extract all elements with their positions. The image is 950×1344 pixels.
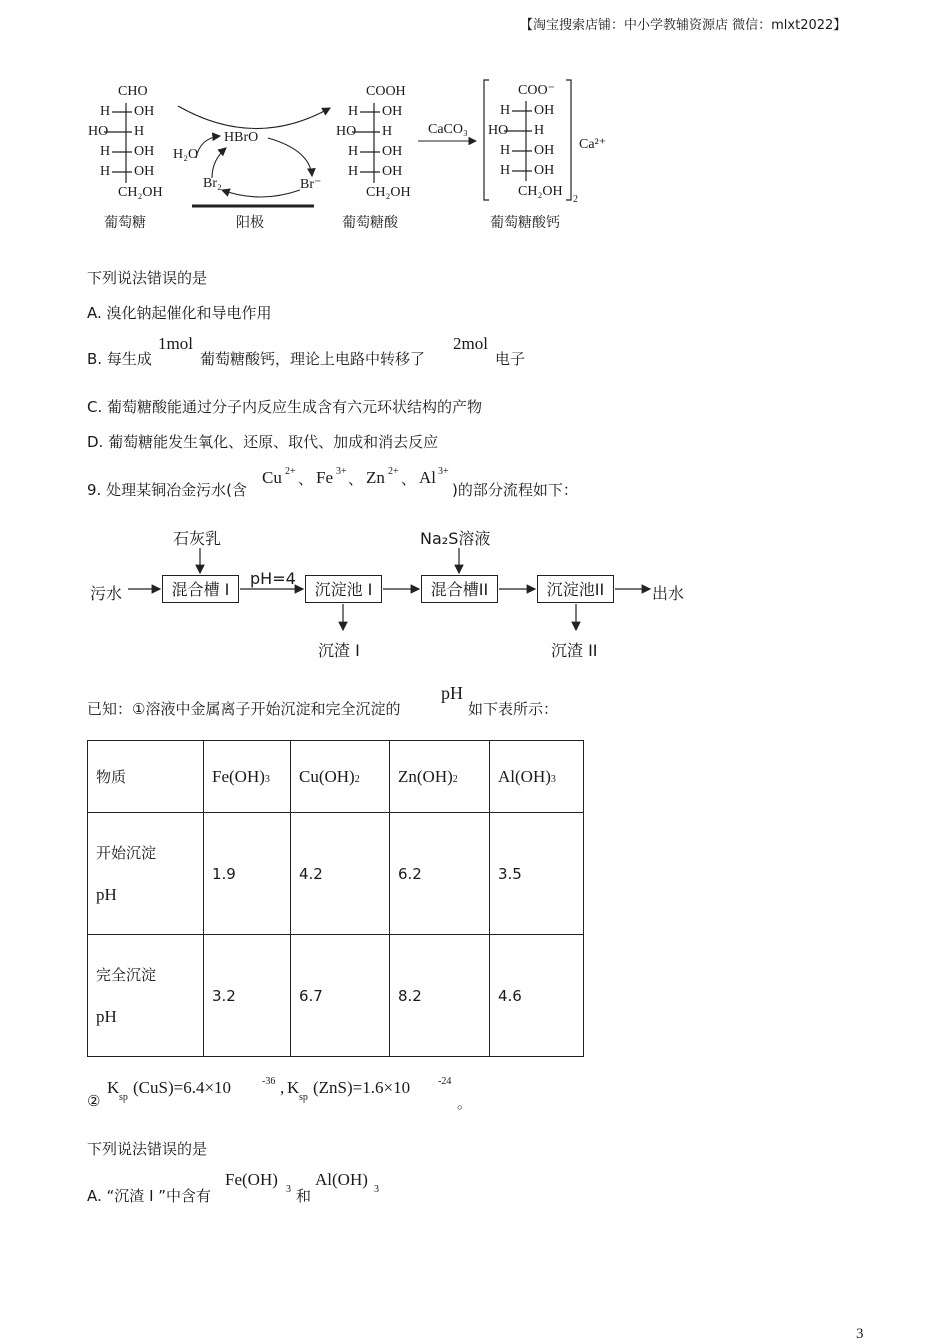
label-gluconic-acid: 葡萄糖酸 xyxy=(342,215,398,231)
table-header-fe: Fe(OH)3 xyxy=(204,741,291,813)
label-glucose: 葡萄糖 xyxy=(104,215,146,231)
caco3-label: CaCO₃ xyxy=(428,122,468,137)
label-calcium-gluconate: 葡萄糖酸钙 xyxy=(490,215,560,231)
flow-mix-tank-2: 混合槽II xyxy=(421,575,498,603)
flow-mix-tank-1: 混合槽 I xyxy=(162,575,239,603)
water-label: H₂O xyxy=(173,147,199,162)
label-anode: 阳极 xyxy=(236,215,264,231)
hbro-label: HBrO xyxy=(224,130,259,145)
flow-outlet: 出水 xyxy=(652,584,685,603)
flow-settling-tank-1: 沉淀池 I xyxy=(305,575,382,603)
table-cell: 1.9 xyxy=(204,813,291,935)
flow-settling-tank-2: 沉淀池II xyxy=(537,575,614,603)
ph-table xyxy=(87,740,584,1057)
table-cell: 3.5 xyxy=(490,813,584,935)
bracket-subscript: 2 xyxy=(573,194,578,205)
table-cell: 3.2 xyxy=(204,935,291,1057)
table-row-label: 开始沉淀 pH xyxy=(88,813,204,935)
q8-prompt: 下列说法错误的是 xyxy=(87,269,208,287)
q8-option-d: D. 葡萄糖能发生氧化、还原、取代、加成和消去反应 xyxy=(87,433,439,451)
q8-option-a: A. 溴化钠起催化和导电作用 xyxy=(87,304,272,322)
flow-residue-2: 沉渣 II xyxy=(551,641,598,660)
q8-option-c: C. 葡萄糖酸能通过分子内反应生成含有六元环状结构的产物 xyxy=(87,398,483,416)
calcium-ion: Ca²⁺ xyxy=(579,137,607,152)
flow-lime: 石灰乳 xyxy=(173,529,222,548)
table-header-substance: 物质 xyxy=(88,741,204,813)
bromine-label: Br₂ xyxy=(203,176,222,191)
table-row xyxy=(88,935,584,1057)
page-number: 3 xyxy=(856,1326,864,1342)
table-header-al: Al(OH)3 xyxy=(490,741,584,813)
table-row xyxy=(88,813,584,935)
table-header-row xyxy=(88,741,584,813)
table-row-label: 完全沉淀 pH xyxy=(88,935,204,1057)
table-cell: 8.2 xyxy=(390,935,490,1057)
table-cell: 6.7 xyxy=(291,935,390,1057)
bromide-label: Br⁻ xyxy=(300,177,322,192)
q9-prompt: 下列说法错误的是 xyxy=(87,1140,208,1158)
flow-na2s: Na₂S溶液 xyxy=(420,529,491,548)
page-header: 【淘宝搜索店铺：中小学教辅资源店 微信：mlxt2022】 xyxy=(520,18,847,33)
table-cell: 4.2 xyxy=(291,813,390,935)
flow-ph-condition: pH=4 xyxy=(250,569,296,588)
table-cell: 4.6 xyxy=(490,935,584,1057)
table-cell: 6.2 xyxy=(390,813,490,935)
flow-residue-1: 沉渣 I xyxy=(318,641,360,660)
table-header-zn: Zn(OH)2 xyxy=(390,741,490,813)
table-header-cu: Cu(OH)2 xyxy=(291,741,390,813)
flow-wastewater: 污水 xyxy=(90,584,123,603)
